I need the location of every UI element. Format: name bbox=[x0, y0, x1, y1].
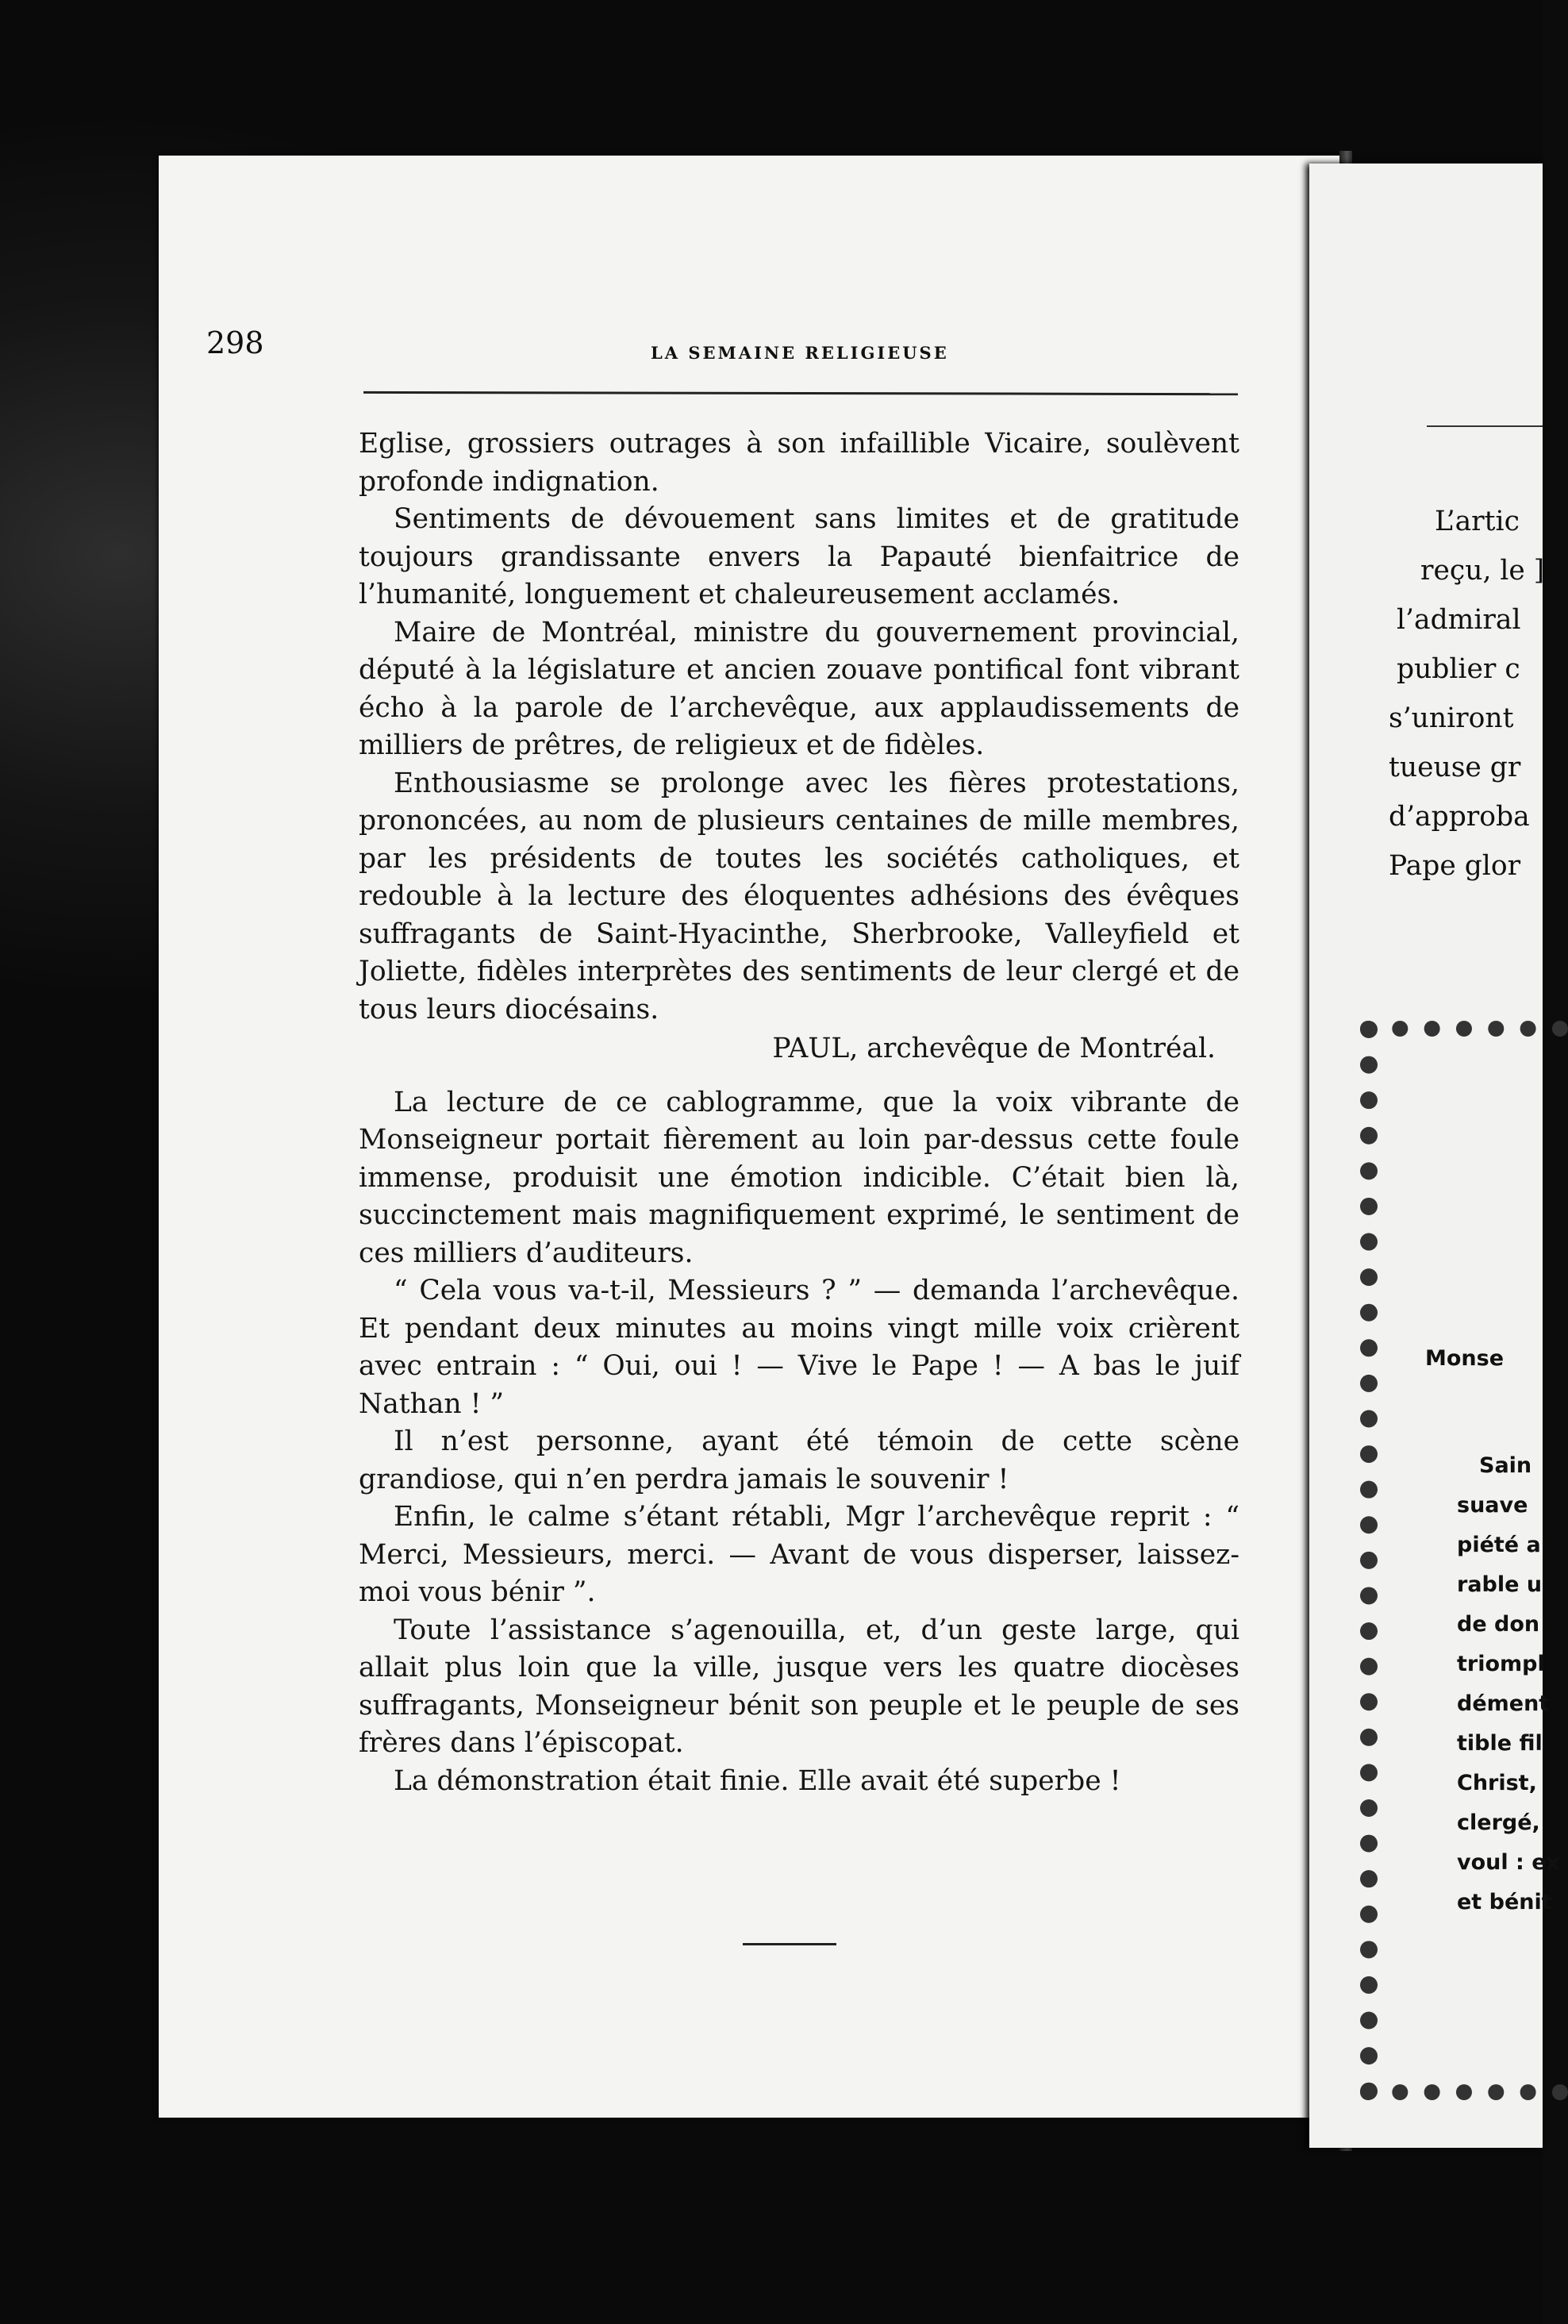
text-line: publier c bbox=[1397, 653, 1520, 685]
text-line: Christ, bbox=[1457, 1771, 1537, 1795]
text-line: l’admiral bbox=[1397, 604, 1521, 636]
text-line: tible fil bbox=[1457, 1731, 1543, 1756]
right-page bbox=[1309, 164, 1560, 2148]
text-line: triompl bbox=[1457, 1652, 1545, 1676]
text-line: d’approba bbox=[1389, 801, 1530, 833]
text-line: et bénit bbox=[1457, 1890, 1552, 1914]
text-line: s’uniront bbox=[1389, 702, 1514, 734]
text-line: L’artic bbox=[1435, 506, 1520, 537]
paragraph: Maire de Montréal, ministre du gouvernement provincial, député à la législature et ancien zouave pontifical font vibrant écho à la parole de l’archevêque, aux applaudissements de milliers de prêtres, de religieux et de fidèles. bbox=[359, 616, 1239, 761]
text-line: Sain bbox=[1479, 1453, 1532, 1478]
paragraph: Sentiments de dévouement sans limites et de gratitude toujours grandissante envers la Papauté bienfaitrice de l’humanité, longuement et chaleureusement acclamés. bbox=[359, 503, 1239, 610]
right-page-text bbox=[1389, 497, 1547, 891]
text-line: de don bbox=[1457, 1612, 1540, 1637]
box-text bbox=[1457, 1446, 1560, 1922]
text-line: Pape glor bbox=[1389, 850, 1521, 882]
paragraph: Enfin, le calme s’étant rétabli, Mgr l’archevêque reprit : “ Merci, Messieurs, merci. — Avant de vous disperser, laissez-moi vous bénir ”. bbox=[359, 1501, 1239, 1608]
text-line: clergé, bbox=[1457, 1810, 1540, 1835]
closing-rule bbox=[743, 1943, 836, 1945]
body-text bbox=[359, 425, 1239, 1800]
text-line: reçu, le ] bbox=[1420, 555, 1545, 587]
paragraph: La démonstration était finie. Elle avait été superbe ! bbox=[394, 1764, 1121, 1797]
paragraph: Enthousiasme se prolonge avec les fières protestations, prononcées, au nom de plusieurs centaines de mille membres, par les présidents de toutes les sociétés catholiques, et redouble à la lecture des éloquentes adhésions des évêques suffragants de Saint-Hyacinthe, Sherbrooke, Valleyfield et Joliette, fidèles interprètes des sentiments de leur clergé et de tous leurs diocésains. bbox=[359, 767, 1239, 1025]
paragraph: Il n’est personne, ayant été témoin de cette scène grandiose, qui n’en perdra jamais le souvenir ! bbox=[359, 1426, 1239, 1495]
signature: PAUL, archevêque de Montréal. bbox=[772, 1033, 1216, 1064]
text-line: piété a bbox=[1457, 1533, 1541, 1557]
paragraph: Toute l’assistance s’agenouilla, et, d’un geste large, qui allait plus loin que la ville, jusque vers les quatre diocèses suffragants, Monseigneur bénit son peuple et le peuple de ses frères dans l’épiscopat. bbox=[359, 1614, 1239, 1759]
paragraph: Eglise, grossiers outrages à son infaillible Vicaire, soulèvent profonde indignation. bbox=[359, 428, 1239, 498]
text-line: dément bbox=[1457, 1691, 1550, 1716]
text-line: suave bbox=[1457, 1493, 1528, 1518]
text-line: voul : ex bbox=[1457, 1850, 1560, 1875]
text-line: rable u bbox=[1457, 1572, 1543, 1597]
paragraph: “ Cela vous va-t-il, Messieurs ? ” — demanda l’archevêque. Et pendant deux minutes au moins vingt mille voix crièrent avec entrain : “ Oui, oui ! — Vive le Pape ! — A bas le juif Nathan ! ” bbox=[359, 1275, 1239, 1420]
right-page-rule bbox=[1427, 425, 1543, 427]
page-number: 298 bbox=[206, 325, 264, 360]
text-line: tueuse gr bbox=[1389, 752, 1521, 783]
running-head: LA SEMAINE RELIGIEUSE bbox=[651, 343, 949, 363]
paragraph: La lecture de ce cablogramme, que la voix vibrante de Monseigneur portait fièrement au loin par-dessus cette foule immense, produisit une émotion indicible. C’était bien là, succinctement mais magnifiquement exprimé, le sentiment de ces milliers d’auditeurs. bbox=[359, 1086, 1239, 1269]
box-title: Monse bbox=[1425, 1346, 1505, 1371]
